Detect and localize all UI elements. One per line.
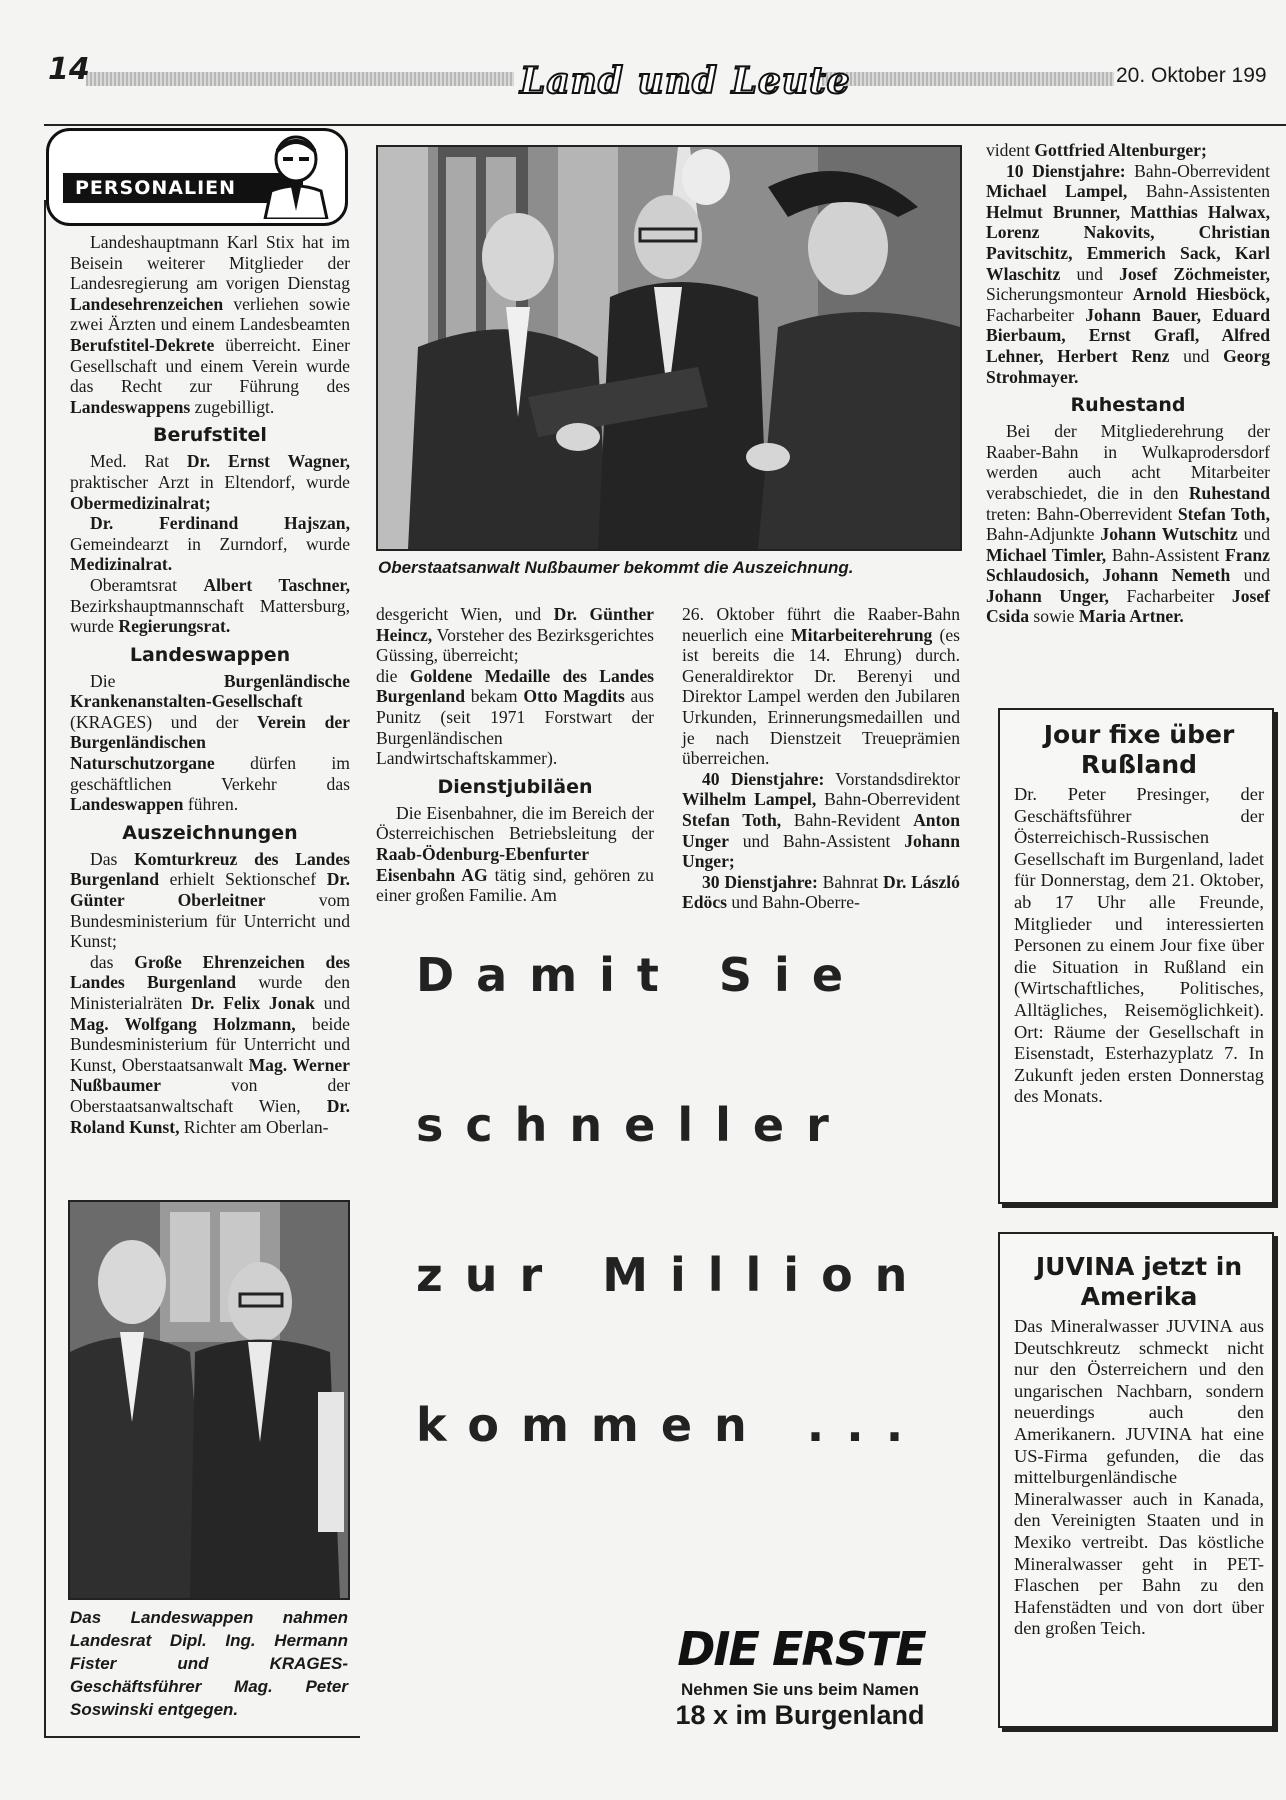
- box-juvina-text: Das Mineralwasser JUVINA aus Deutschkreutz schmeckt nicht nur den Österreichern und den ungarischen Nachbarn, sondern neuerdings auch den Amerikanern. JUVINA hat eine US-Firma gefunden, die das mittelburgenländische Mineralwasser auch in Kanada, den Vereinigten Staaten und in Mexiko vertreibt. Das köstliche Mineralwasser geht in PET-Flaschen per Bahn zu den Hafenstädten und von dort über den großen Teich.: [1014, 1316, 1264, 1639]
- paragraph-middle-1: desgericht Wien, und Dr. Günther Heincz, Vorsteher des Bezirksgerichtes Güssing, überreicht;: [376, 604, 654, 666]
- personalien-badge: [46, 128, 348, 226]
- person-icon: [261, 133, 331, 219]
- paragraph-right-2: 10 Dienstjahre: Bahn-Oberrevident Michael Lampel, Bahn-Assistenten Helmut Brunner, Matthias Halwax, Lorenz Nakovits, Christian Pavitschitz, Emmerich Sack, Karl Wlaschitz und Josef Zöchmeister, Sicherungsmonteur Arnold Hiesböck, Facharbeiter Johann Bauer, Eduard Bierbaum, Ernst Grafl, Alfred Lehner, Herbert Renz und Georg Strohmayer.: [986, 160, 1271, 387]
- box-juvina-title: JUVINA jetzt in Amerika: [1035, 1252, 1243, 1311]
- box-jour-fixe: [998, 708, 1274, 1204]
- advert-slogan: Nehmen Sie uns beim Namen: [680, 1680, 920, 1699]
- heading-ruhestand: Ruhestand: [1070, 394, 1186, 417]
- photo-landeswappen-image: [70, 1202, 348, 1598]
- heading-dienstjubilaeen: Dienstjubiläen: [437, 775, 593, 798]
- header-rule-right: [822, 72, 1114, 86]
- paragraph-right-3: Bei der Mitgliederehrung der Raaber-Bahn in Wulkaprodersdorf werden auch acht Mitarbeiter verabschiedet, die in den Ruhestand treten: Bahn-Oberrevident Stefan Toth, Bahn-Adjunkte Johann Wutschitz und Michael Timler, Bahn-Assistent Franz Schlaudosich, Johann Nemeth und Johann Unger, Facharbeiter Josef Csida sowie Maria Artner.: [986, 421, 1271, 627]
- caption-nussbaumer: Oberstaatsanwalt Nußbaumer bekommt die Auszeichnung.: [378, 558, 854, 577]
- photo-nussbaumer-image: [378, 147, 960, 549]
- box-jour-fixe-title: Jour fixe über Rußland: [1043, 720, 1235, 779]
- personalien-column: [70, 232, 350, 1137]
- paragraph-auszeichnungen-1: Das Komturkreuz des Landes Burgenland erhielt Sektionschef Dr. Günter Oberleitner vom Bundesministerium für Unterricht und Kunst;: [70, 848, 351, 952]
- paragraph-berufstitel-2: Dr. Ferdinand Hajszan, Gemeindearzt in Zurndorf, wurde Medizinalrat.: [70, 513, 350, 575]
- paragraph-third-3: 30 Dienstjahre: Bahnrat Dr. László Edöcs und Bahn-Oberre-: [682, 871, 960, 913]
- paragraph-third-1: 26. Oktober führt die Raaber-Bahn neuerlich eine Mitarbeiterehrung (es ist bereits die 14. Ehrung) durch. Generaldirektor Dr. Berenyi und Direktor Lampel werden den Jubilaren Urkunden, Erinnerungsmedaillen und je nach Dienstzeit Treueprämien überreichen.: [682, 604, 960, 769]
- heading-auszeichnungen: Auszeichnungen: [122, 821, 298, 844]
- page-number: 14: [48, 52, 90, 87]
- paragraph-auszeichnungen-2: das Große Ehrenzeichen des Landes Burgenland wurde den Ministerialräten Dr. Felix Jonak und Mag. Wolfgang Holzmann, beide Bundesministerium für Unterricht und Kunst, Oberstaatsanwalt Mag. Werner Nußbaumer von der Oberstaatsanwaltschaft Wien, Dr. Roland Kunst, Richter am Oberlan-: [70, 951, 350, 1137]
- paragraph-right-1: vident Gottfried Altenburger;: [986, 140, 1207, 160]
- header-divider: [44, 124, 1286, 126]
- advert-tagline: 18 x im Burgenland: [675, 1700, 925, 1730]
- left-column-rule: [44, 200, 46, 1738]
- right-column: [986, 140, 1270, 627]
- advert-line-1: Damit Sie: [416, 948, 866, 1002]
- left-column-bottom-rule: [44, 1736, 360, 1738]
- advert-line-3: zur Million: [416, 1248, 930, 1302]
- masthead-title: Land und Leute: [520, 60, 851, 102]
- box-jour-fixe-text: Dr. Peter Presinger, der Geschäftsführer der Österreichisch-Russischen Gesellschaft im Burgenland, ladet für Donnerstag, dem 21. Oktober, ab 17 Uhr alle Freunde, Mitglieder und interessierten Personen zu einem Jour fixe über die Situation in Rußland ein (Wirtschaftliches, Politisches, Alltägliches, Reisemöglichkeit). Ort: Räume der Gesellschaft in Eisenstadt, Esterhazyplatz 7. In Zukunft jeden ersten Donnerstag des Monats.: [1014, 784, 1264, 1107]
- advert-line-2: schneller: [416, 1098, 851, 1152]
- third-column: [682, 604, 960, 913]
- paragraph-landeswappen: Die Burgenländische Krankenanstalten-Gesellschaft (KRAGES) und der Verein der Burgenländischen Naturschutzorgane dürfen im geschäftlichen Verkehr das Landeswappen führen.: [70, 670, 350, 815]
- personalien-badge-label: PERSONALIEN: [63, 173, 303, 203]
- header-rule-left: [86, 72, 514, 86]
- middle-column: [376, 604, 654, 906]
- heading-landeswappen: Landeswappen: [129, 643, 291, 666]
- paragraph-third-2: 40 Dienstjahre: Vorstandsdirektor Wilhelm Lampel, Bahn-Oberrevident Stefan Toth, Bahn-Revident Anton Unger und Bahn-Assistent Johann Unger;: [682, 768, 960, 872]
- advert-line-4: kommen ...: [416, 1398, 926, 1452]
- photo-nussbaumer: [376, 145, 962, 551]
- paragraph-berufstitel-3: Oberamtsrat Albert Taschner, Bezirkshauptmannschaft Mattersburg, wurde Regierungsrat.: [70, 574, 350, 637]
- photo-landeswappen: [68, 1200, 350, 1600]
- paragraph-berufstitel-1: Med. Rat Dr. Ernst Wagner, praktischer Arzt in Eltendorf, wurde Obermedizinalrat;: [70, 451, 350, 513]
- advert-logo: DIE ERSTE: [677, 1622, 925, 1676]
- personalien-intro: Landeshauptmann Karl Stix hat im Beisein weiterer Mitglieder der Landesregierung am vorigen Dienstag Landesehrenzeichen verliehen sowie zwei Ärzten und einem Landesbeamten Berufstitel-Dekrete überreicht. Einer Gesellschaft und einem Verein wurde das Recht zur Führung des Landeswappens zugebilligt.: [70, 232, 350, 417]
- heading-berufstitel: Berufstitel: [153, 424, 267, 447]
- paragraph-middle-2: die Goldene Medaille des Landes Burgenland bekam Otto Magdits aus Punitz (seit 1971 Forstwart der Burgenländischen Landwirtschaftskammer).: [376, 665, 654, 769]
- issue-date: 20. Oktober 199: [1116, 64, 1267, 87]
- caption-landeswappen: Das Landeswappen nahmen Landesrat Dipl. Ing. Hermann Fister und KRAGES-Geschäftsführer Mag. Peter Soswinski entgegen.: [70, 1608, 348, 1719]
- paragraph-middle-3: Die Eisenbahner, die im Bereich der Österreichischen Betriebsleitung der Raab-Ödenburg-Ebenfurter Eisenbahn AG tätig sind, gehören zu einer großen Familie. Am: [376, 802, 654, 906]
- box-juvina: [998, 1232, 1274, 1728]
